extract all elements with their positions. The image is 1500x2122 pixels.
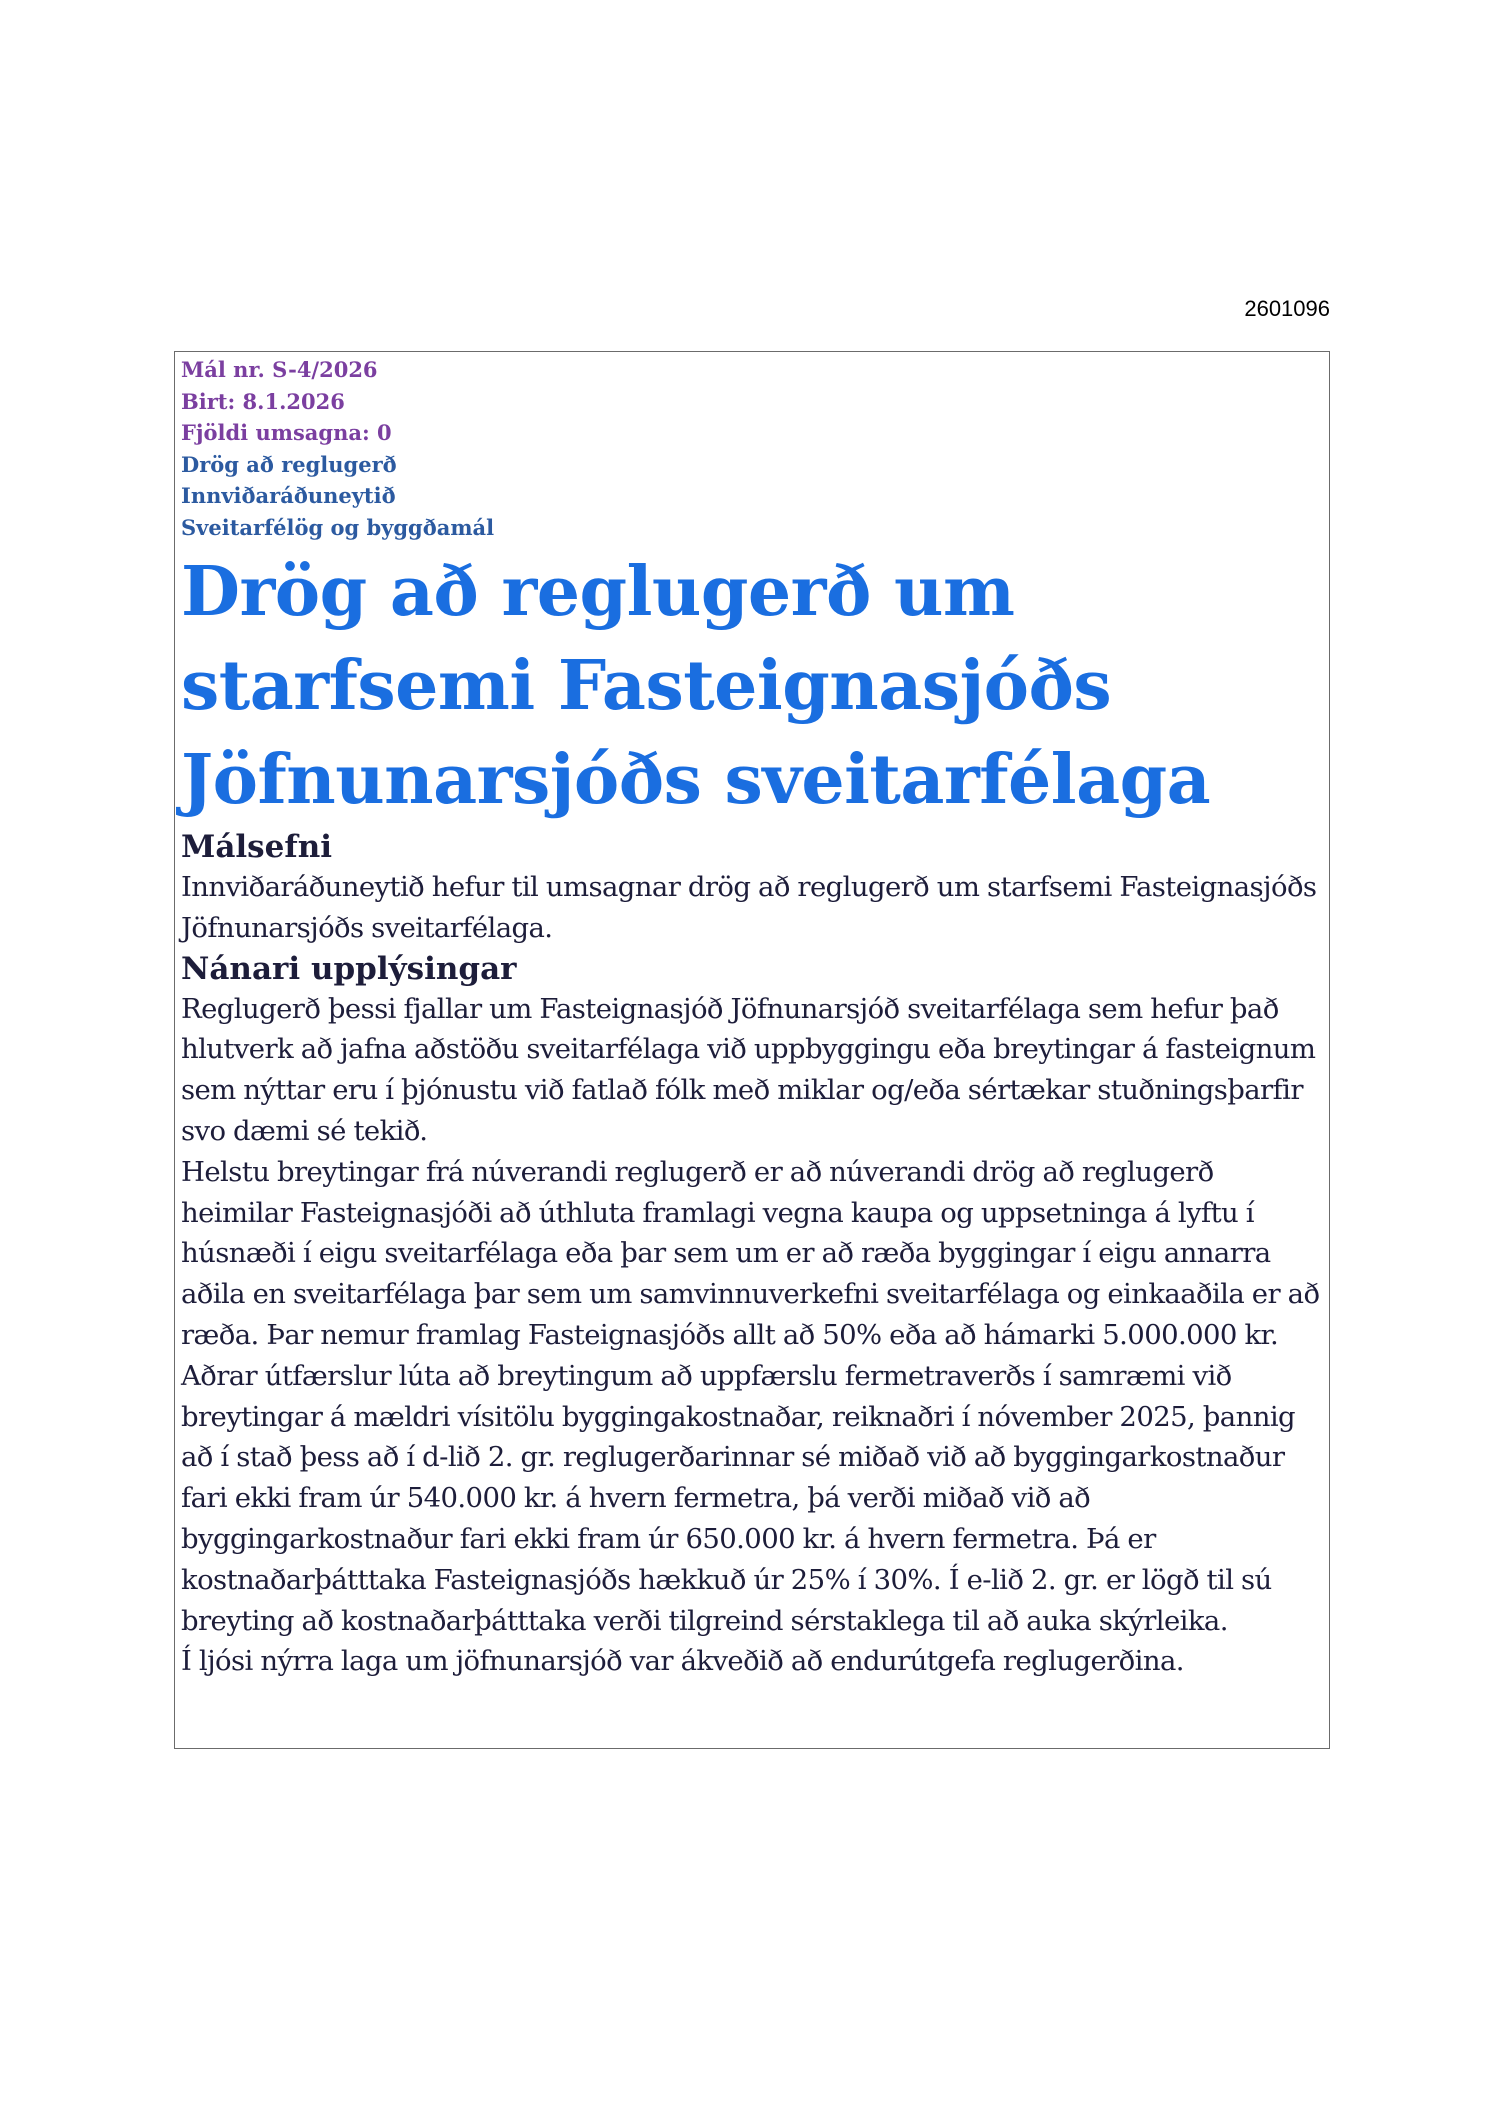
details-paragraph-1: Reglugerð þessi fjallar um Fasteignasjóð Jöfnunarsjóð sveitarfélaga sem hefur það hlutverk að jafna aðstöðu sveitarfélaga við uppbyggingu eða breytingar á fasteignum sem nýttar eru í þjónustu við fatlað fólk með miklar og/eða sértækar stuðningsþarfir svo dæmi sé tekið. bbox=[181, 992, 1316, 1147]
document-title: Drög að reglugerð um starfsemi Fasteignasjóðs Jöfnunarsjóðs sveitarfélaga bbox=[181, 552, 1211, 820]
consultation-document bbox=[174, 351, 1330, 1749]
subject-paragraph: Innviðaráðuneytið hefur til umsagnar drög að reglugerð um starfsemi Fasteignasjóðs Jöfnunarsjóðs sveitarfélaga. bbox=[181, 871, 1317, 944]
ministry-name: Innviðaráðuneytið bbox=[181, 483, 396, 508]
case-category: Drög að reglugerð bbox=[181, 451, 397, 477]
comment-count: Fjöldi umsagna: 0 bbox=[181, 420, 392, 445]
section-heading-details: Nánari upplýsingar bbox=[181, 950, 517, 987]
details-paragraph-2: Helstu breytingar frá núverandi reglugerð er að núverandi drög að reglugerð heimilar Fasteignasjóði að úthluta framlagi vegna kaupa og uppsetninga á lyftu í húsnæði í eigu sveitarfélaga eða þar sem um er að ræða byggingar í eigu annarra aðila en sveitarfélaga þar sem um samvinnuverkefni sveitarfélaga og einkaaðila er að ræða. Þar nemur framlag Fasteignasjóðs allt að 50% eða að hámarki 5.000.000 kr. bbox=[181, 1155, 1320, 1351]
details-paragraph-3: Aðrar útfærslur lúta að breytingum að uppfærslu fermetraverðs í samræmi við breytingar á mældri vísitölu byggingakostnaðar, reiknaðri í nóvember 2025, þannig að í stað þess að í d-lið 2. gr. reglugerðarinnar sé miðað við að byggingarkostnaður fari ekki fram úr 540.000 kr. á hvern fermetra, þá verði miðað við að byggingarkostnaður fari ekki fram úr 650.000 kr. á hvern fermetra. Þá er kostnaðarþátttaka Fasteignasjóðs hækkuð úr 25% í 30%. Í e-lið 2. gr. er lögð til sú breyting að kostnaðarþátttaka verði tilgreind sérstaklega til að auka skýrleika. bbox=[181, 1359, 1296, 1637]
document-number: 2601096 bbox=[1244, 296, 1330, 321]
details-paragraph-4: Í ljósi nýrra laga um jöfnunarsjóð var ákveðið að endurútgefa reglugerðina. bbox=[181, 1645, 1184, 1678]
case-metadata bbox=[181, 354, 1323, 543]
case-number: Mál nr. S-4/2026 bbox=[181, 357, 378, 382]
section-heading-subject: Málsefni bbox=[181, 829, 333, 865]
published-date: Birt: 8.1.2026 bbox=[181, 388, 345, 414]
policy-area: Sveitarfélög og byggðamál bbox=[181, 514, 495, 540]
